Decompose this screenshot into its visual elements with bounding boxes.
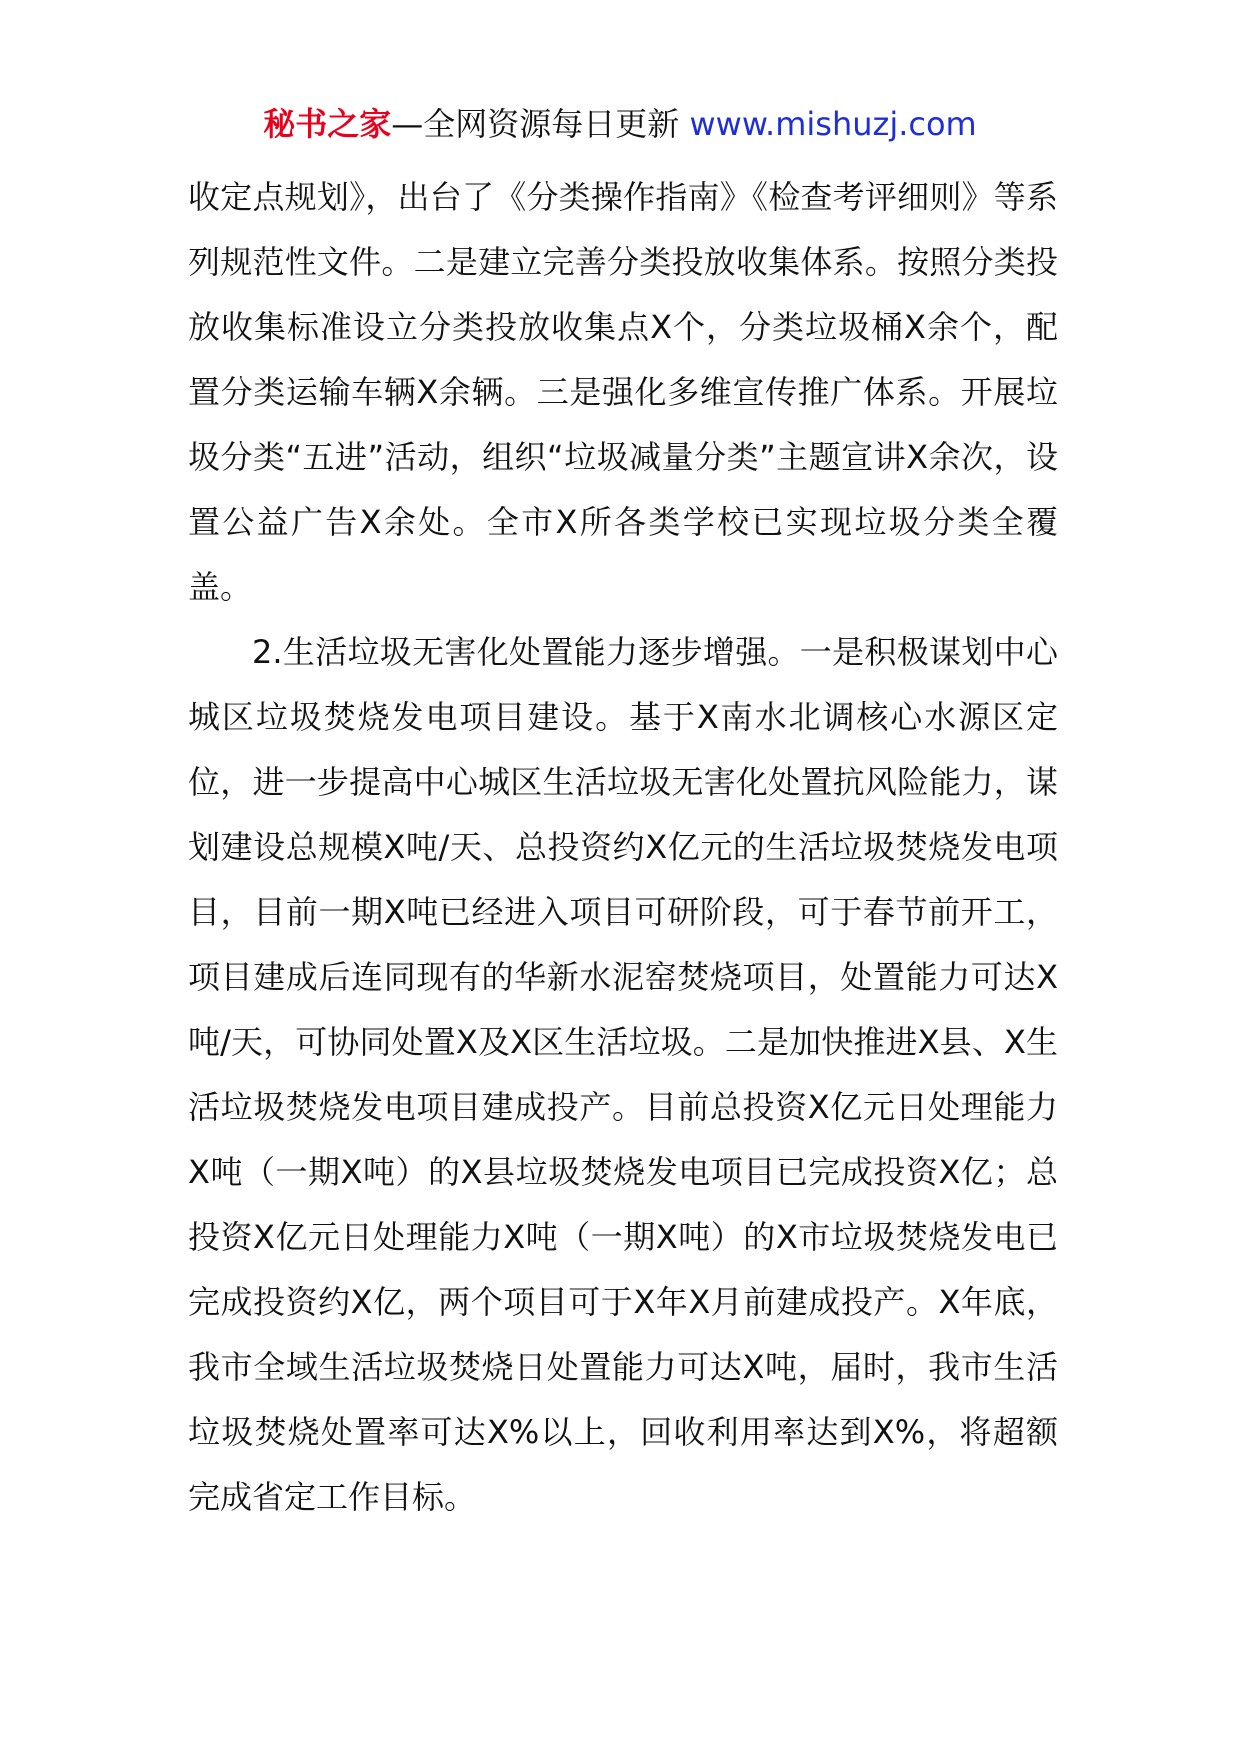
paragraph-continued: 收定点规划》，出台了《分类操作指南》《检查考评细则》等系列规范性文件。二是建立完善分类投放收集体系。按照分类投放收集标准设立分类投放收集点X个，分类垃圾桶X余个，配置分类运输车辆X余辆。三是强化多维宣传推广体系。开展垃圾分类“五进”活动，组织“垃圾减量分类”主题宣讲X余次，设置公益广告X余处。全市X所各类学校已实现垃圾分类全覆盖。 [188, 178, 1058, 606]
site-url-link[interactable]: www.mishuzj.com [689, 105, 977, 143]
document-body [188, 165, 1058, 1530]
paragraph-section-2: 2.生活垃圾无害化处置能力逐步增强。一是积极谋划中心城区垃圾焚烧发电项目建设。基于X南水北调核心水源区定位，进一步提高中心城区生活垃圾无害化处置抗风险能力，谋划建设总规模X吨/天、总投资约X亿元的生活垃圾焚烧发电项目，目前一期X吨已经进入项目可研阶段，可于春节前开工，项目建成后连同现有的华新水泥窑焚烧项目，处置能力可达X吨/天，可协同处置X及X区生活垃圾。二是加快推进X县、X生活垃圾焚烧发电项目建成投产。目前总投资X亿元日处理能力X吨（一期X吨）的X县垃圾焚烧发电项目已完成投资X亿；总投资X亿元日处理能力X吨（一期X吨）的X市垃圾焚烧发电已完成投资约X亿，两个项目可于X年X月前建成投产。X年底，我市全域生活垃圾焚烧日处置能力可达X吨，届时，我市生活垃圾焚烧处置率可达X%以上，回收利用率达到X%，将超额完成省定工作目标。 [188, 633, 1058, 1516]
site-header [0, 102, 1240, 146]
site-tagline: —全网资源每日更新 [391, 105, 690, 143]
site-brand: 秘书之家 [263, 105, 392, 143]
